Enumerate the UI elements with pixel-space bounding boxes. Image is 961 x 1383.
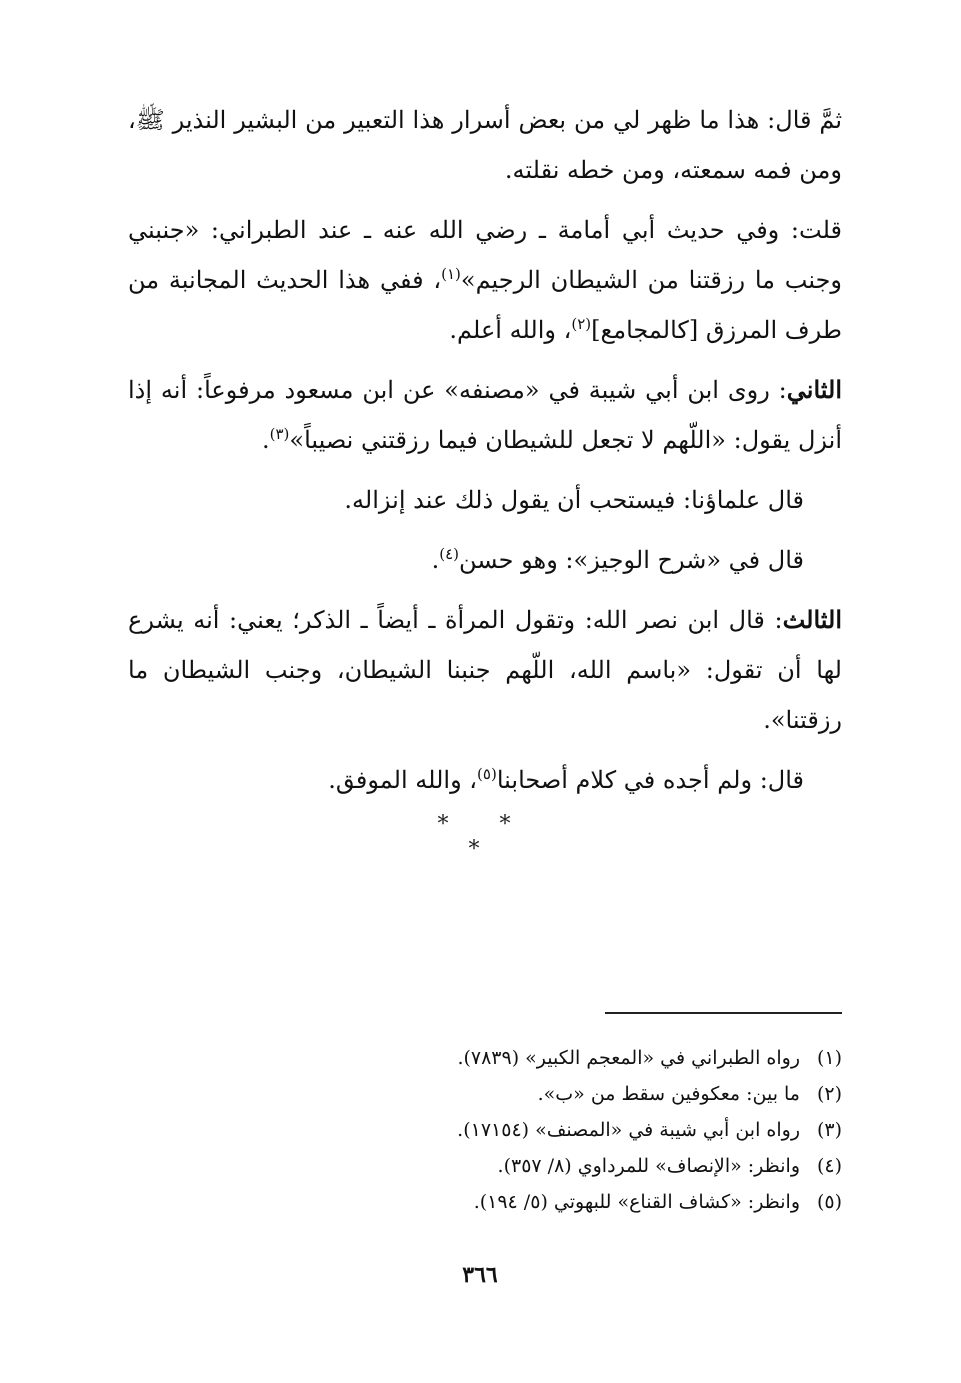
paragraph-6 bbox=[128, 595, 842, 745]
footnote-divider bbox=[605, 1012, 842, 1014]
paragraph-2 bbox=[128, 205, 842, 355]
footnote-1 bbox=[380, 1040, 842, 1076]
paragraph-1 bbox=[128, 95, 842, 195]
main-text bbox=[128, 95, 842, 815]
footnote-ref-2: (٢) bbox=[571, 315, 592, 333]
page-number: ٣٦٦ bbox=[462, 1262, 498, 1288]
paragraph-6-text: : قال ابن نصر الله: وتقول المرأة ـ أيضاً ـ الذكر؛ يعني: أنه يشرع لها أن تقول: «باسم الله، اللّهم جنبنا الشيطان، وجنب الشيطان ما رزقتنا». bbox=[128, 606, 842, 734]
paragraph-7-tail: ، والله الموفق. bbox=[328, 766, 478, 794]
section-separator: * * * bbox=[437, 812, 533, 862]
footnote-2 bbox=[380, 1076, 842, 1112]
paragraph-7 bbox=[128, 755, 842, 805]
footnote-text: ما بين: معكوفين سقط من «ب». bbox=[537, 1083, 800, 1105]
paragraph-5-text: قال في «شرح الوجيز»: وهو حسن bbox=[459, 546, 804, 574]
footnotes bbox=[380, 1040, 842, 1220]
footnote-number: (٥) bbox=[816, 1191, 842, 1213]
paragraph-3 bbox=[128, 365, 842, 465]
paragraph-2-text-c: ، والله أعلم. bbox=[449, 316, 572, 344]
paragraph-5 bbox=[128, 535, 842, 585]
paragraph-1-text: ثمَّ قال: هذا ما ظهر لي من بعض أسرار هذا التعبير من البشير النذير ﷺ، ومن فمه سمعته، ومن خطه نقلته. bbox=[128, 106, 842, 184]
footnote-text: وانظر: «كشاف القناع» للبهوتي (٥/ ١٩٤). bbox=[473, 1191, 800, 1213]
footnote-number: (٤) bbox=[816, 1155, 842, 1177]
footnote-4 bbox=[380, 1148, 842, 1184]
paragraph-3-lead: الثاني bbox=[786, 375, 842, 404]
footnote-ref-4: (٤) bbox=[439, 545, 459, 563]
paragraph-4 bbox=[128, 475, 842, 525]
paragraph-2-text-b: ، ففي هذا الحديث المجانبة من طرف المرزق [كالمجامع] bbox=[128, 266, 842, 344]
footnote-ref-3: (٣) bbox=[269, 425, 290, 443]
footnote-3 bbox=[380, 1112, 842, 1148]
footnote-ref-5: (٥) bbox=[477, 765, 497, 783]
footnote-5 bbox=[380, 1184, 842, 1220]
paragraph-2-text-a: قلت: وفي حديث أبي أمامة ـ رضي الله عنه ـ عند الطبراني: «جنبني وجنب ما رزقتنا من الشيطان الرجيم» bbox=[128, 216, 842, 294]
paragraph-4-text: قال علماؤنا: فيستحب أن يقول ذلك عند إنزاله. bbox=[344, 486, 804, 514]
paragraph-7-text: قال: ولم أجده في كلام أصحابنا bbox=[496, 766, 804, 794]
footnote-number: (١) bbox=[816, 1047, 842, 1069]
footnote-number: (٣) bbox=[816, 1119, 842, 1141]
paragraph-6-lead: الثالث bbox=[782, 605, 842, 634]
footnote-text: رواه الطبراني في «المعجم الكبير» (٧٨٣٩). bbox=[457, 1047, 800, 1069]
paragraph-3-tail: . bbox=[261, 426, 270, 454]
paragraph-5-tail: . bbox=[431, 546, 440, 574]
footnote-number: (٢) bbox=[816, 1083, 842, 1105]
paragraph-3-text: : روى ابن أبي شيبة في «مصنفه» عن ابن مسعود مرفوعاً: أنه إذا أنزل يقول: «اللّهم لا تجعل للشيطان فيما رزقتني نصيباً» bbox=[128, 376, 842, 454]
footnote-text: رواه ابن أبي شيبة في «المصنف» (١٧١٥٤). bbox=[457, 1119, 800, 1141]
footnote-ref-1: (١) bbox=[441, 265, 461, 283]
footnote-text: وانظر: «الإنصاف» للمرداوي (٨/ ٣٥٧). bbox=[497, 1155, 800, 1177]
